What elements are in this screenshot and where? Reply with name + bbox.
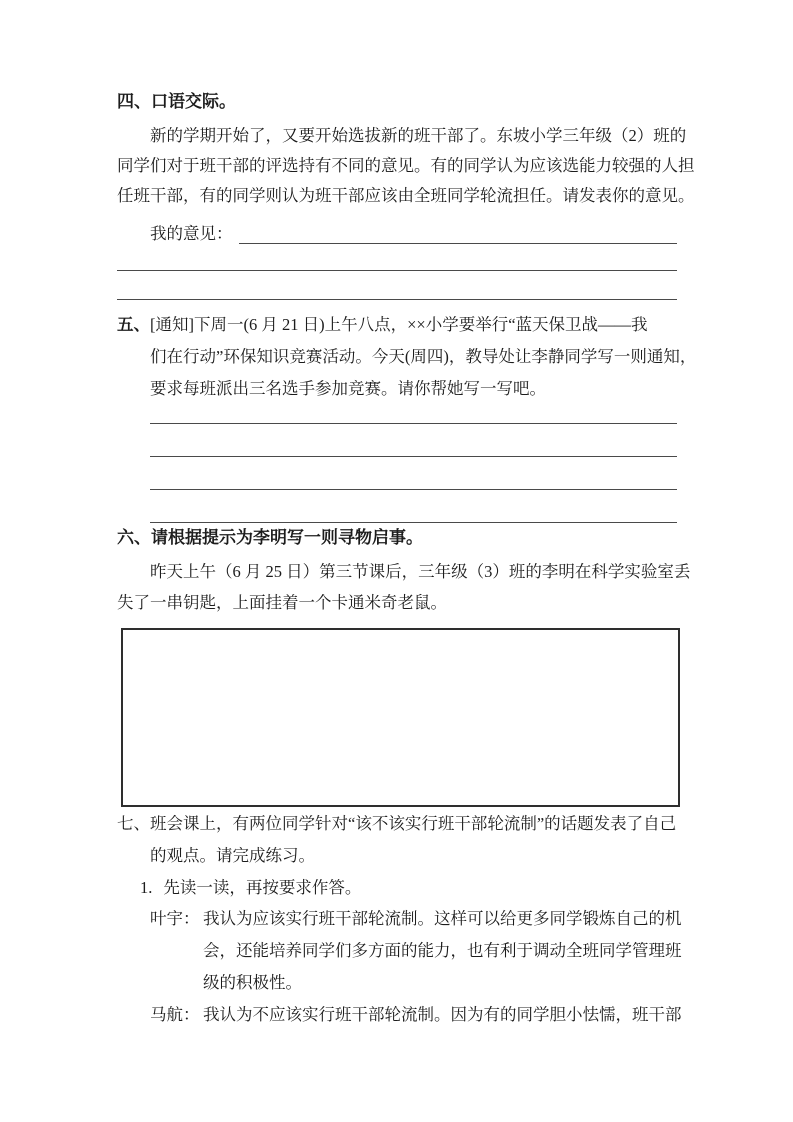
answer-blank-line <box>150 490 677 523</box>
section-seven-text: 班会课上，有两位同学针对“该不该实行班干部轮流制”的话题发表了自己 <box>150 814 677 833</box>
body-line: 同学们对于班干部的评选持有不同的意见。有的同学认为应该选能力较强的人担 <box>117 156 695 175</box>
section-six-heading: 六、请根据提示为李明写一则寻物启事。 <box>117 528 423 547</box>
body-line <box>117 808 717 840</box>
speaker-name: 叶宇： <box>150 909 200 928</box>
section-five-text: [通知]下周一(6 月 21 日)上午八点，××小学要举行“蓝天保卫战——我 <box>150 315 648 334</box>
body-line: 要求每班派出三名选手参加竞赛。请你帮她写一写吧。 <box>150 379 546 398</box>
body-line: 的观点。请完成练习。 <box>150 846 315 865</box>
section-five-number: 五、 <box>117 315 150 334</box>
exercise-item-1 <box>140 872 361 904</box>
body-line: 任班干部，有的同学则认为班干部应该由全班同学轮流担任。请发表你的意见。 <box>117 186 695 205</box>
body-line <box>117 309 717 341</box>
section-five-answer-blanks <box>150 391 677 523</box>
opinion-underline <box>239 219 678 244</box>
speaker-line: 我认为应该实行班干部轮流制。这样可以给更多同学锻炼自己的机 <box>203 909 682 928</box>
speaker-line: 会，还能培养同学们多方面的能力，也有利于调动全班同学管理班 <box>203 941 682 960</box>
body-line: 新的学期开始了，又要开始选拔新的班干部了。东坡小学三年级（2）班的 <box>150 126 687 145</box>
answer-blank-line <box>150 457 677 490</box>
notice-writing-box <box>121 628 680 807</box>
body-line: 们在行动”环保知识竞赛活动。今天(周四)，教导处让李静同学写一则通知， <box>150 347 697 366</box>
body-line: 失了一串钥匙，上面挂着一个卡通米奇老鼠。 <box>117 593 447 612</box>
body-line: 昨天上午（6 月 25 日）第三节课后，三年级（3）班的李明在科学实验室丢 <box>150 562 691 581</box>
section-four-heading: 四、口语交际。 <box>117 92 236 111</box>
item-text: 先读一读，再按要求作答。 <box>163 878 362 897</box>
section-seven-intro <box>117 808 717 872</box>
section-four-answer-blanks <box>117 242 677 300</box>
answer-blank-line <box>117 242 677 271</box>
speaker-lines <box>203 903 682 999</box>
speaker-block-mahang <box>150 999 682 1031</box>
section-seven-number: 七、 <box>117 814 150 833</box>
speaker-line: 我认为不应该实行班干部轮流制。因为有的同学胆小怯懦，班干部 <box>203 1005 682 1024</box>
opinion-label: 我的意见： <box>150 224 233 243</box>
speaker-lines <box>203 999 682 1031</box>
speaker-block-yeyu <box>150 903 682 999</box>
section-six-paragraph <box>117 556 691 618</box>
answer-blank-line <box>117 271 677 300</box>
section-four-paragraph <box>117 121 695 211</box>
answer-blank-line <box>150 424 677 457</box>
item-number: 1. <box>140 878 153 897</box>
answer-blank-line <box>150 391 677 424</box>
speaker-name: 马航： <box>150 1005 200 1024</box>
speaker-line: 级的积极性。 <box>203 973 302 992</box>
